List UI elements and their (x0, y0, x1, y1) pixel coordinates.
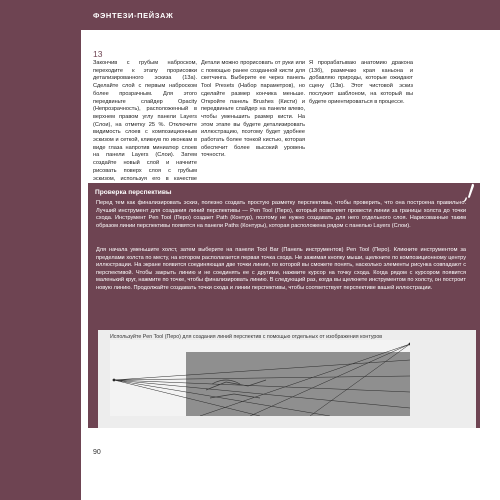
step-number: 13 (93, 49, 103, 59)
canvas-area (186, 352, 410, 416)
side-margin-bar (0, 0, 81, 500)
page-number: 90 (93, 449, 101, 456)
figure-caption: Используйте Pen Tool (Перо) для создания линий перспектив с помощью отдельных от изображения контуров (110, 334, 383, 340)
tip-paragraph-2: Для начала уменьшите холст, затем выберите на панели Tool Bar (Панель инструментов) Pen Tool (Перо). Кликните инструментом за пределами холста по месту, на котором располагается первая точка схода. Не зажимая кнопку мыши, щелкните по композиционному центру иллюстрации. На экране появится соединяющая две точки линия, по которой вы сможете понять, насколько элементы рисунка совпадают с перспективой. Чтобы закрыть линию и не соединять ее с другими, нажмите курсор на точку схода. Когда рядом с курсором появится маленький круг, нажмите по точке, чтобы финализировать линию. В следующий раз, когда вы щелкнете инструментом по холсту, он построит новую линию. Продолжайте создавать точки схода и линии перспективы, чтобы соответствует перспективе вашей иллюстрации. (96, 247, 466, 291)
perspective-figure (110, 340, 410, 416)
section-title: ФЭНТЕЗИ-ПЕЙЗАЖ (93, 11, 174, 20)
text-column-2: Детали можно прорисовать от руки или с помощью ранее созданной кисти для скетчинга. Выберите ее через панель Tool Presets (Набор параметров), но сделайте размер кончика меньше. Откройте панель Brushes (Кисти) и передвиньте слайдер на панели влево, чтобы уменьшить размер кисти. На этом этапе вы будете детализировать иллюстрацию, поэтому будет удобнее работать более тонкой кистью, которая обеспечит более высокий уровень точности. (201, 60, 305, 159)
tip-paragraph-1: Перед тем как финализировать эскиз, полезно создать простую разметку перспективы, чтобы проверить, что она построена правильно. Лучший инструмент для создания линий перспективы — Pen Tool (Перо), который позволяет провести линии за границы холста до точки схода. Инструмент Pen Tool (Перо) создает Path (Контур), поэтому не нужно создавать для него отдельного слоя. Нарисованные таким образом линии перспективы появятся на панели Paths (Контуры), которая расположена рядом с панелью Layers (Слои). (96, 200, 466, 229)
text-column-3: Я прорабатываю анатомию дракона (13б), размечаю края каньона и добавляю природы, которые ожидают сцену (13в). Этот чистовой эскиз послужит шаблоном, на который вы будете ориентироваться в процессе. (309, 60, 413, 105)
tip-title: Проверка перспективы (95, 189, 172, 196)
text-column-1: Закончив с грубым наброском, переходите к этапу прорисовки детализированного эскиза (13a). Сделайте слой с первым наброском более прозрачным. Для этого передвиньте слайдер Opacity (Непрозрачность), расположенный в верхнем правом углу панели Layers (Слои), на отметку 25 %. Отключите видимость слоев с композиционным эскизом и сеткой, кликнув по иконкам в виде глаза напротив миниатюр слоев на панели Layers (Слои). Затем создайте новый слой и начните рисовать поверх слоя с грубым эскизом, используя его в качестве (93, 60, 197, 182)
vanishing-point-left (113, 379, 116, 382)
